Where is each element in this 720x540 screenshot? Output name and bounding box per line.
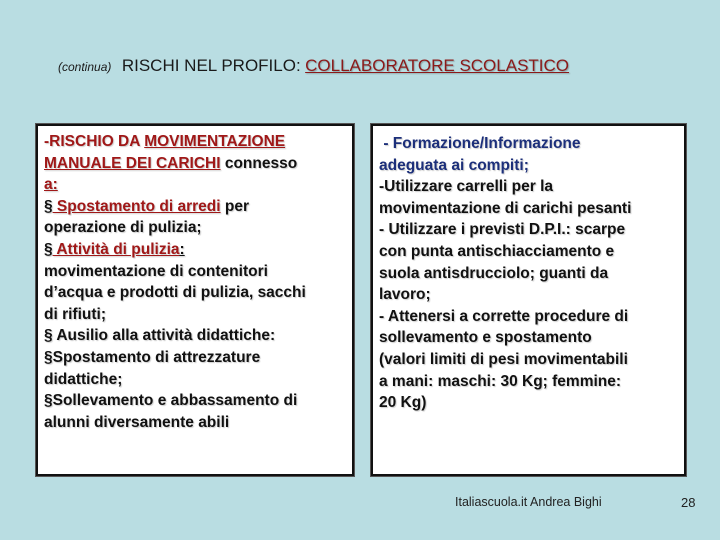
item5-line2: alunni diversamente abili bbox=[44, 413, 230, 431]
bullet-icon: § bbox=[44, 327, 53, 345]
risks-box bbox=[36, 124, 354, 476]
measure-line12: a mani: maschi: 30 Kg; femmine: bbox=[379, 372, 622, 390]
measure-line13: 20 Kg) bbox=[379, 394, 427, 412]
risk-heading-prefix: -RISCHIO DA bbox=[44, 133, 145, 150]
measures-text bbox=[379, 133, 678, 414]
measure-line10: sollevamento e spostamento bbox=[379, 329, 592, 347]
item4-line2: didattiche; bbox=[44, 370, 123, 388]
item2-line2: movimentazione di contenitori bbox=[44, 262, 268, 280]
measure-line5: - Utilizzare i previsti D.P.I.: scarpe bbox=[379, 221, 626, 239]
measure-line1: - Formazione/Informazione bbox=[383, 135, 581, 152]
item5-line1: Sollevamento e abbassamento di bbox=[52, 392, 298, 410]
continued-label: (continua) bbox=[58, 60, 112, 74]
item1-rest: per bbox=[220, 197, 250, 215]
risk-heading-rest: connesso bbox=[220, 154, 298, 172]
item2-line3: d’acqua e prodotti di pulizia, sacchi bbox=[44, 284, 306, 302]
measure-line2: adeguata ai compiti; bbox=[379, 156, 529, 174]
bullet-icon: § bbox=[44, 392, 53, 410]
bullet-icon: § bbox=[44, 348, 53, 366]
measure-line4: movimentazione di carichi pesanti bbox=[379, 199, 632, 217]
slide-title bbox=[58, 56, 569, 76]
item3: Ausilio alla attività didattiche: bbox=[52, 327, 276, 345]
title-main: RISCHI NEL PROFILO: bbox=[121, 56, 301, 75]
item2-underlined: Attività di pulizia bbox=[52, 240, 180, 258]
measure-line11: (valori limiti di pesi movimentabili bbox=[379, 350, 628, 368]
item1-underlined: Spostamento di arredi bbox=[52, 197, 221, 215]
measure-line7: suola antisdrucciolo; guanti da bbox=[379, 264, 609, 282]
risk-heading-underlined-1: MOVIMENTAZIONE bbox=[144, 133, 286, 150]
risks-text bbox=[44, 131, 346, 433]
bullet-icon: § bbox=[44, 240, 53, 258]
measures-box bbox=[371, 124, 686, 476]
item4-line1: Spostamento di attrezzature bbox=[52, 348, 261, 366]
item2-colon: : bbox=[179, 240, 185, 258]
bullet-icon: § bbox=[44, 197, 53, 215]
risk-heading-underlined-2: MANUALE DEI CARICHI bbox=[44, 154, 221, 172]
title-accent: COLLABORATORE SCOLASTICO bbox=[305, 56, 570, 75]
measure-line6: con punta antischiacciamento e bbox=[379, 242, 615, 260]
measure-line8: lavoro; bbox=[379, 286, 431, 304]
item2-line4: di rifiuti; bbox=[44, 305, 106, 323]
item1-line2: operazione di pulizia; bbox=[44, 219, 202, 237]
page-number: 28 bbox=[681, 495, 696, 510]
measure-line9: - Attenersi a corrette procedure di bbox=[379, 307, 629, 325]
footer-credit: Italiascuola.it Andrea Bighi bbox=[455, 495, 602, 509]
measure-line3: -Utilizzare carrelli per la bbox=[379, 178, 554, 196]
risk-heading-tail: a: bbox=[44, 176, 58, 194]
